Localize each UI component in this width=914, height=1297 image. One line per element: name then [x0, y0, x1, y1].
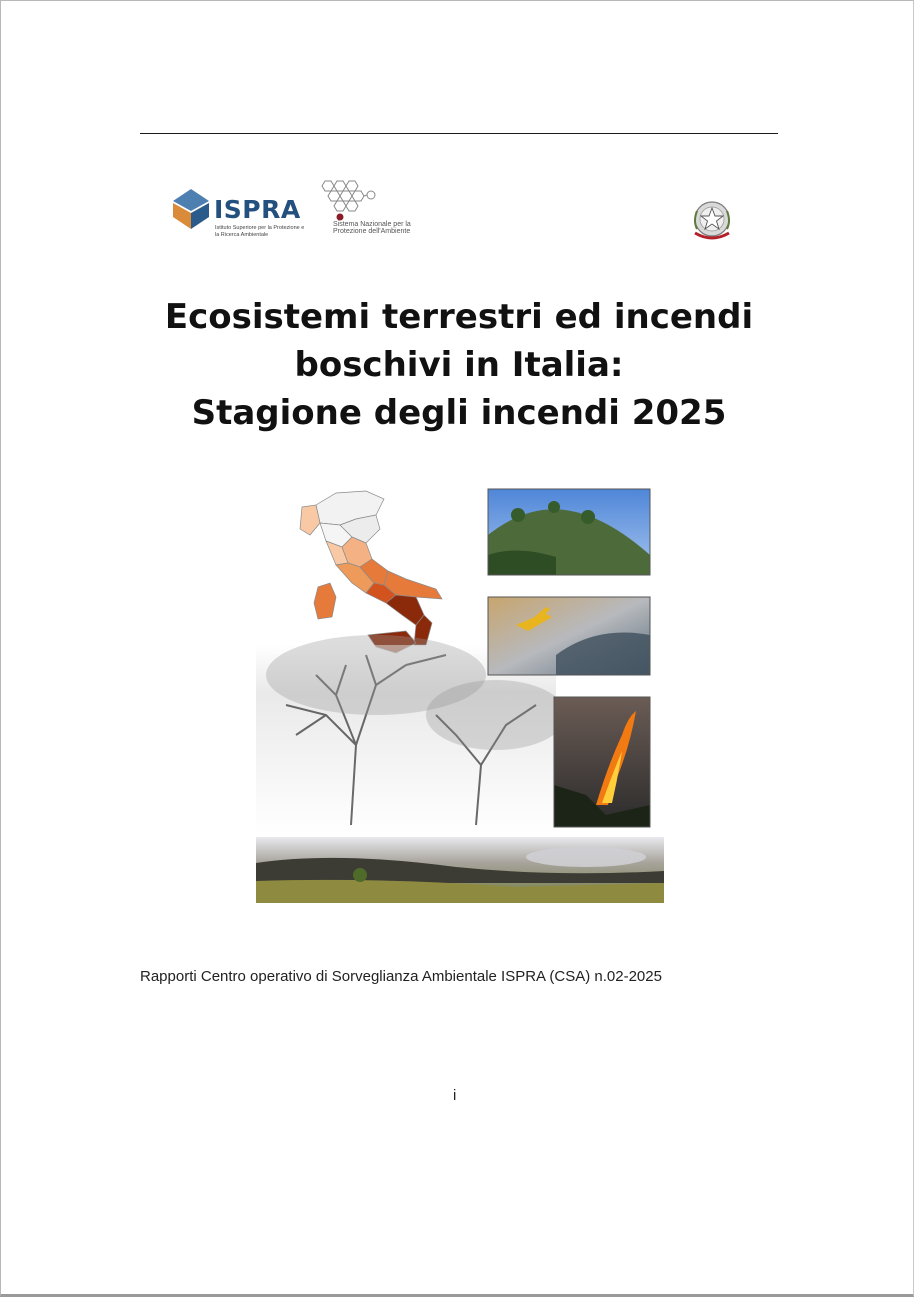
- title-line-2: boschivi in Italia:: [294, 345, 624, 385]
- italian-republic-emblem: [689, 197, 735, 243]
- document-title: [131, 293, 787, 437]
- snpa-subtitle: Sistema Nazionale per la Protezione dell'Ambiente: [333, 221, 411, 235]
- ispra-emblem-icon: [169, 187, 213, 231]
- forest-fire-photo: [554, 697, 650, 827]
- snpa-logo: [315, 177, 425, 245]
- pine-hill-photo: [488, 489, 650, 575]
- page-number: i: [453, 1087, 457, 1104]
- ispra-logo: [169, 187, 309, 247]
- ispra-wordmark: ISPRA: [214, 195, 301, 224]
- title-line-1: Ecosistemi terrestri ed incendi: [164, 297, 754, 337]
- report-series-text: Rapporti Centro operativo di Sorveglianza Ambientale ISPRA (CSA) n.02-2025: [140, 968, 662, 985]
- star-emblem-icon: [689, 197, 735, 243]
- cover-collage-image: [256, 485, 664, 905]
- title-line-3: Stagione degli incendi 2025: [191, 393, 727, 433]
- water-bomber-photo: [488, 597, 650, 675]
- burned-landscape-photo: [256, 837, 664, 903]
- hexagon-network-icon: [315, 177, 385, 221]
- header-rule: [140, 133, 778, 134]
- italy-fire-map: [300, 491, 442, 653]
- ispra-subtitle: Istituto Superiore per la Protezione e la Ricerca Ambientale: [215, 225, 305, 238]
